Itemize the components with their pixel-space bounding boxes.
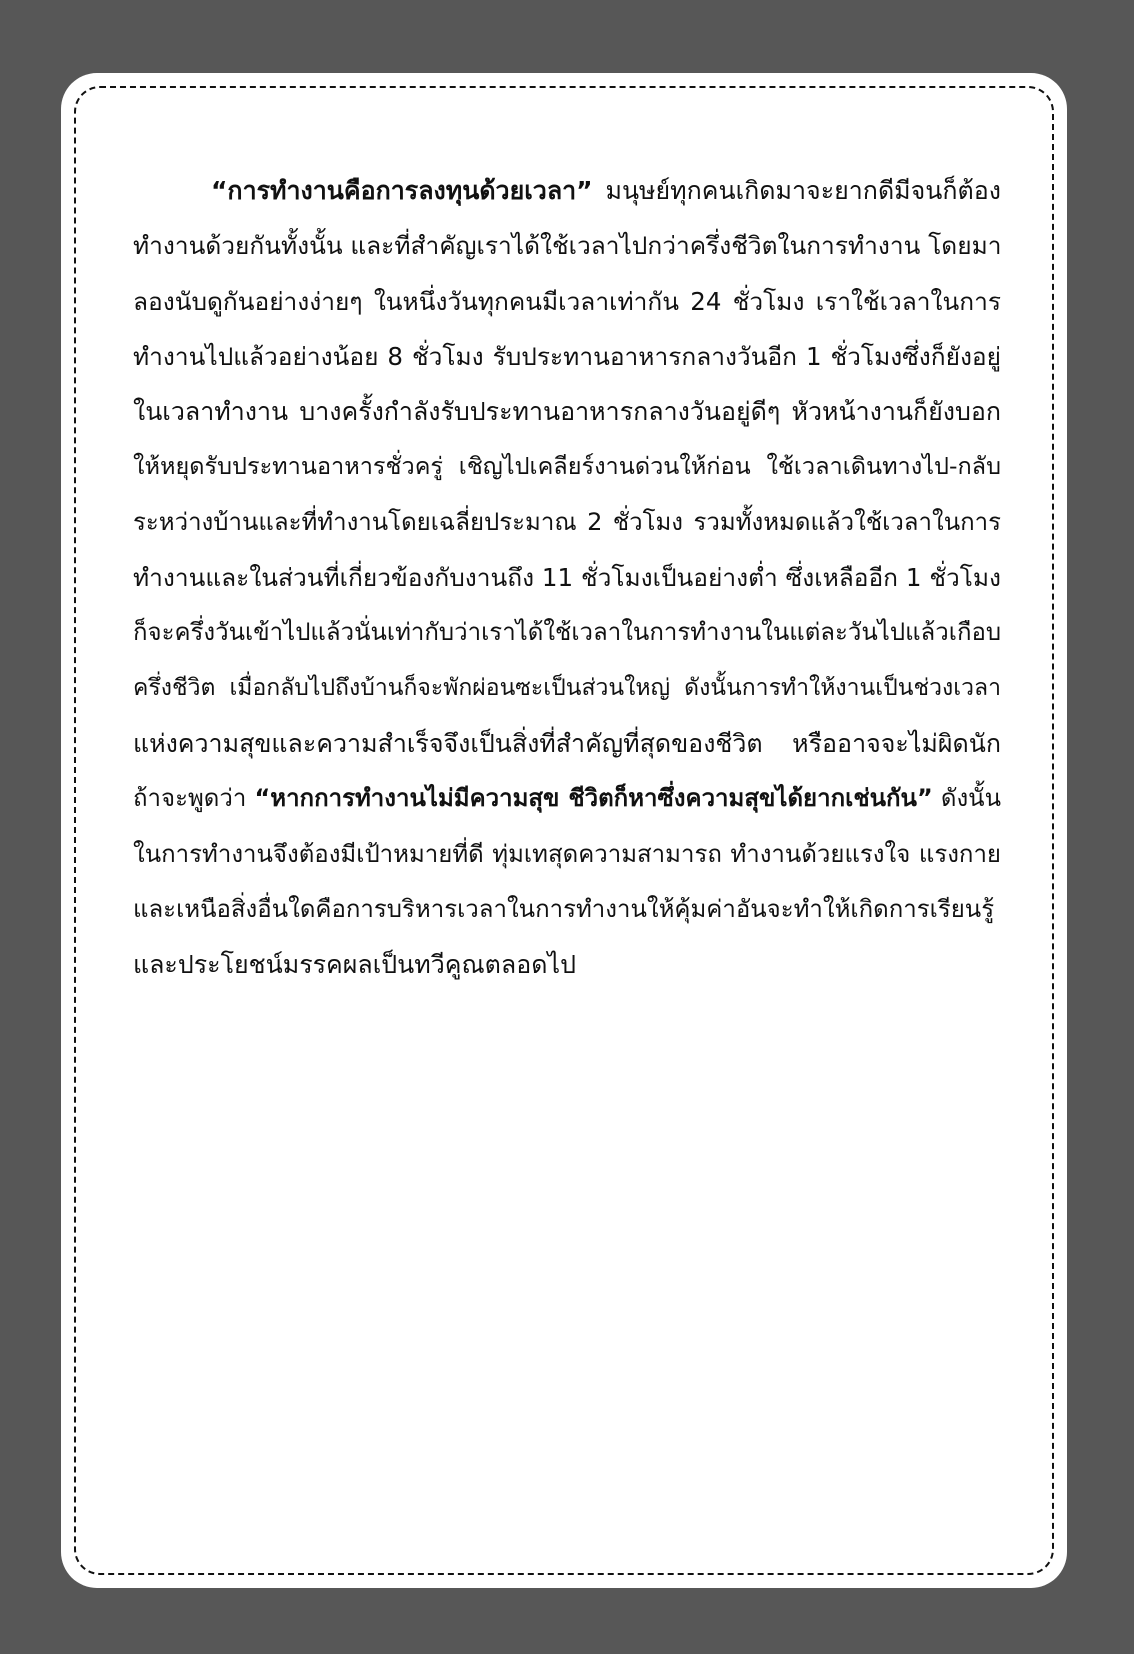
text-line-1: “การทำงานคือการลงทุนด้วยเวลา” มนุษย์ทุกคนเกิดมาจะยากดีมีจนก็ต้อง xyxy=(211,176,1001,205)
text-line-11: แห่งความสุขและความสำเร็จจึงเป็นสิ่งที่สำคัญที่สุดของชีวิต หรืออาจจะไม่ผิดนัก xyxy=(133,728,1001,758)
text-line-10: ครึ่งชีวิต เมื่อกลับไปถึงบ้านก็จะพักผ่อนซะเป็นส่วนใหญ่ ดังนั้นการทำให้งานเป็นช่วงเวลา xyxy=(133,674,1001,701)
text-line-6: ให้หยุดรับประทานอาหารชั่วครู่ เชิญไปเคลียร์งานด่วนให้ก่อน ใช้เวลาเดินทางไป-กลับ xyxy=(133,452,1001,481)
text-line-9: ก็จะครึ่งวันเข้าไปแล้วนั่นเท่ากับว่าเราได้ใช้เวลาในการทำงานในแต่ละวันไปแล้วเกือบ xyxy=(133,618,1002,647)
quote-emphasis: “หากการทำงานไม่มีความสุข ชีวิตก็หาซึ่งความสุขได้ยากเช่นกัน” xyxy=(254,784,933,813)
text-line-2: ทำงานด้วยกันทั้งนั้น และที่สำคัญเราได้ใช้เวลาไปกว่าครึ่งชีวิตในการทำงาน โดยมา xyxy=(133,231,1002,261)
text-line-15: และประโยชน์มรรคผลเป็นทวีคูณตลอดไป xyxy=(133,950,576,980)
text-line-8: ทำงานและในส่วนที่เกี่ยวข้องกับงานถึง 11 ชั่วโมงเป็นอย่างต่ำ ซึ่งเหลืออีก 1 ชั่วโมง xyxy=(133,563,1001,593)
text-line-14: และเหนือสิ่งอื่นใดคือการบริหารเวลาในการทำงานให้คุ้มค่าอันจะทำให้เกิดการเรียนรู้ xyxy=(133,894,995,923)
text-line-13: ในการทำงานจึงต้องมีเป้าหมายที่ดี ทุ่มเทสุดความสามารถ ทำงานด้วยแรงใจ แรงกาย xyxy=(133,839,1001,868)
text-line-5: ในเวลาทำงาน บางครั้งกำลังรับประทานอาหารกลางวันอยู่ดีๆ หัวหน้างานก็ยังบอก xyxy=(133,397,1001,427)
text-line-3: ลองนับดูกันอย่างง่ายๆ ในหนึ่งวันทุกคนมีเวลาเท่ากัน 24 ชั่วโมง เราใช้เวลาในการ xyxy=(133,286,1001,316)
page-card xyxy=(61,73,1067,1588)
text-line-7: ระหว่างบ้านและที่ทำงานโดยเฉลี่ยประมาณ 2 ชั่วโมง รวมทั้งหมดแล้วใช้เวลาในการ xyxy=(133,507,1001,536)
text-line-12: ถ้าจะพูดว่า “หากการทำงานไม่มีความสุข ชีวิตก็หาซึ่งความสุขได้ยากเช่นกัน” ดังนั้น xyxy=(133,784,1001,813)
body-paragraph xyxy=(133,163,1001,992)
text-line-4: ทำงานไปแล้วอย่างน้อย 8 ชั่วโมง รับประทานอาหารกลางวันอีก 1 ชั่วโมงซึ่งก็ยังอยู่ xyxy=(133,341,1001,371)
quote-heading: “การทำงานคือการลงทุนด้วยเวลา” xyxy=(211,176,593,205)
